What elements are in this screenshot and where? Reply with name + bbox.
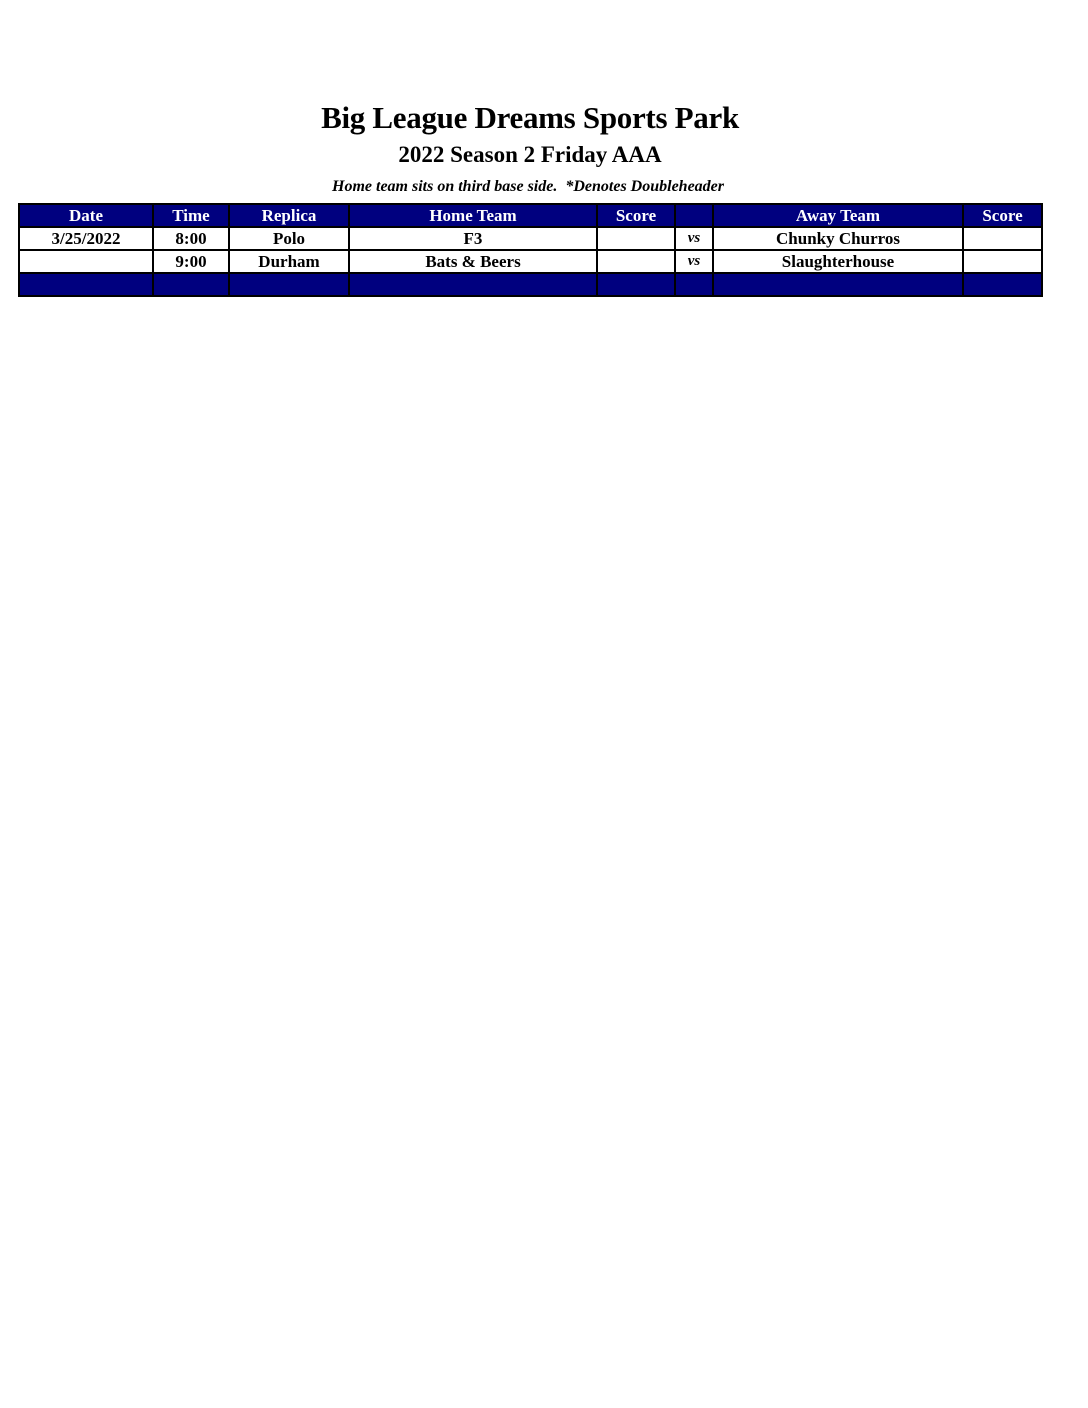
page-title: Big League Dreams Sports Park (321, 100, 739, 135)
column-header-away-score: Score (963, 204, 1042, 227)
cell-home-score (597, 227, 675, 250)
footer-cell (229, 273, 349, 296)
cell-home-team: F3 (349, 227, 597, 250)
column-header-time: Time (153, 204, 229, 227)
table-row (19, 250, 1042, 273)
cell-home-score (597, 250, 675, 273)
cell-time: 9:00 (153, 250, 229, 273)
footer-cell (675, 273, 713, 296)
column-header-date: Date (19, 204, 153, 227)
cell-away-team: Chunky Churros (713, 227, 963, 250)
footer-cell (713, 273, 963, 296)
cell-away-score (963, 250, 1042, 273)
footer-cell (963, 273, 1042, 296)
footer-cell (153, 273, 229, 296)
cell-vs: vs (675, 250, 713, 273)
cell-time: 8:00 (153, 227, 229, 250)
column-header-away-team: Away Team (713, 204, 963, 227)
page-subtitle: 2022 Season 2 Friday AAA (398, 142, 662, 167)
cell-home-team: Bats & Beers (349, 250, 597, 273)
footer-cell (19, 273, 153, 296)
table-row (19, 227, 1042, 250)
cell-away-team: Slaughterhouse (713, 250, 963, 273)
column-header-replica: Replica (229, 204, 349, 227)
table-header-row (19, 204, 1042, 227)
column-header-home-score: Score (597, 204, 675, 227)
schedule-note: Home team sits on third base side. *Denotes Doubleheader (332, 178, 724, 195)
cell-date: 3/25/2022 (19, 227, 153, 250)
column-header-home-team: Home Team (349, 204, 597, 227)
cell-replica: Polo (229, 227, 349, 250)
table-footer-row (19, 273, 1042, 296)
footer-cell (597, 273, 675, 296)
schedule-table (18, 203, 1043, 297)
cell-vs: vs (675, 227, 713, 250)
cell-away-score (963, 227, 1042, 250)
cell-date (19, 250, 153, 273)
cell-replica: Durham (229, 250, 349, 273)
column-header-vs (675, 204, 713, 227)
footer-cell (349, 273, 597, 296)
